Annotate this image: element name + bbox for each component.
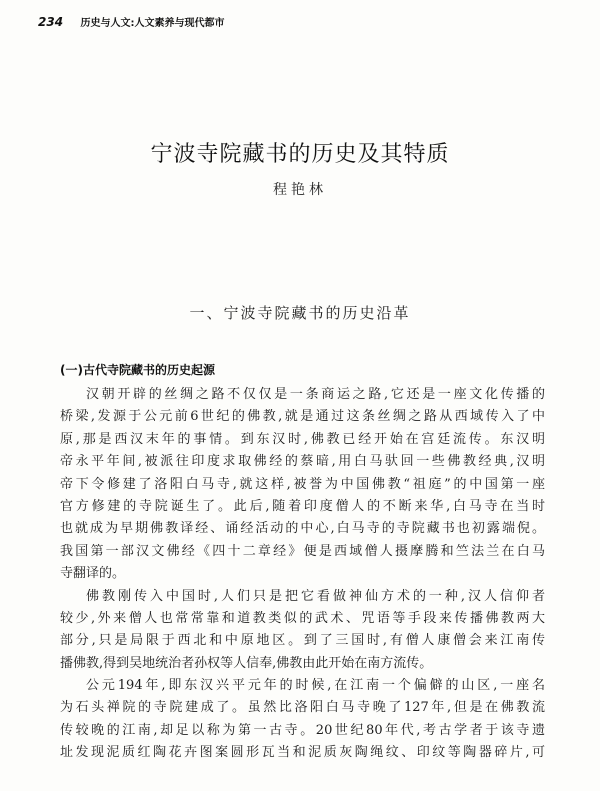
text-line: 帝下令修建了洛阳白马寺,就这样,被誉为中国佛教“祖庭”的中国第一座: [60, 476, 545, 492]
text-line: 也就成为早期佛教译经、诵经活动的中心,白马寺的寺院藏书也初露端倪。: [60, 521, 545, 537]
section-heading: 一、宁波寺院藏书的历史沿革: [189, 304, 411, 322]
text-line: 桥梁,发源于公元前6世纪的佛教,就是通过这条丝绸之路从西域传入了中: [60, 409, 545, 425]
running-header: [38, 14, 225, 29]
text-line: 公元194年,即东汉兴平元年的时候,在江南一个偏僻的山区,一座名: [86, 678, 545, 694]
text-line: 传较晚的江南,却足以称为第一古寺。20世纪80年代,考古学者于该寺遗: [60, 722, 545, 738]
article-author: 程艳林: [273, 182, 327, 198]
text-line: 部分,只是局限于西北和中原地区。到了三国时,有僧人康僧会来江南传: [60, 633, 545, 649]
text-line: 帝永平年间,被派往印度求取佛经的蔡暗,用白马驮回一些佛教经典,汉明: [60, 454, 545, 470]
running-title: 历史与人文:人文素养与现代都市: [80, 18, 225, 29]
text-line: 播佛教,得到吴地统治者孙权等人信奉,佛教由此开始在南方流传。: [60, 655, 433, 671]
text-line: 较少,外来僧人也常常靠和道教类似的武术、咒语等手段来传播佛教两大: [60, 610, 545, 626]
text-line: 汉朝开辟的丝绸之路不仅仅是一条商运之路,它还是一座文化传播的: [86, 387, 545, 402]
text-line: 我国第一部汉文佛经《四十二章经》便是西域僧人摄摩腾和竺法兰在白马: [60, 543, 545, 559]
subsection-heading: (一)古代寺院藏书的历史起源: [60, 363, 215, 377]
article-title: 宁波寺院藏书的历史及其特质: [150, 142, 450, 167]
text-line: 官方修建的寺院诞生了。此后,随着印度僧人的不断来华,白马寺在当时: [60, 498, 545, 514]
text-line: 佛教刚传入中国时,人们只是把它看做神仙方术的一种,汉人信仰者: [86, 588, 545, 604]
text-line: 为石头禅院的寺院建成了。虽然比洛阳白马寺晚了127年,但是在佛教流: [60, 700, 545, 716]
page-number: 234: [38, 15, 64, 29]
body-text: [60, 384, 545, 765]
text-line: 寺翻译的。: [60, 566, 126, 582]
text-line: 原,那是西汉末年的事情。到东汉时,佛教已经开始在宫廷流传。东汉明: [60, 431, 545, 447]
text-line: 址发现泥质红陶花卉图案圆形瓦当和泥质灰陶绳纹、印纹等陶器碎片,可: [60, 745, 545, 761]
